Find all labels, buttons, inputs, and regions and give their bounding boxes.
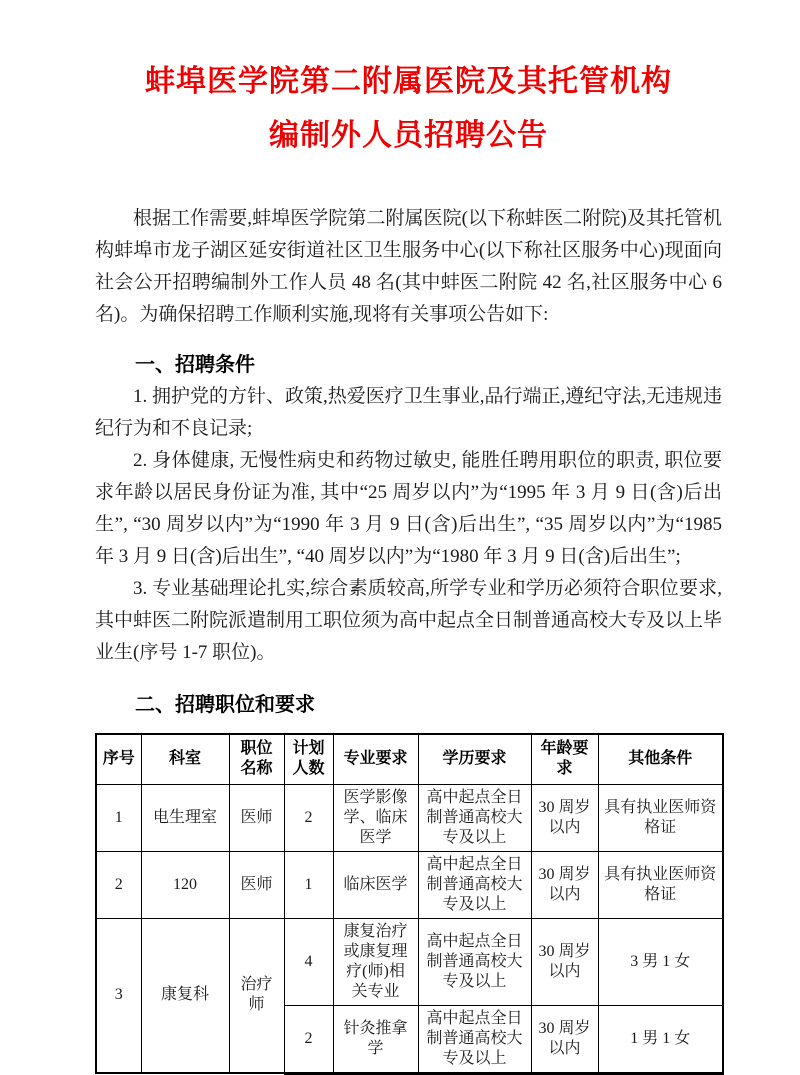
cell-department: 康复科 xyxy=(141,918,229,1073)
cell-position: 医师 xyxy=(229,784,284,851)
column-header-other: 其他条件 xyxy=(598,734,723,784)
cell-seq: 3 xyxy=(96,918,141,1073)
cell-education: 高中起点全日制普通高校大专及以上 xyxy=(418,1005,531,1073)
cell-department: 120 xyxy=(141,851,229,918)
cell-education: 高中起点全日制普通高校大专及以上 xyxy=(418,918,531,1005)
job-positions-table xyxy=(95,733,724,1075)
section1-heading: 一、招聘条件 xyxy=(135,354,255,376)
cell-other: 1 男 1 女 xyxy=(598,1005,723,1073)
section2-heading: 二、招聘职位和要求 xyxy=(135,694,315,716)
cell-other: 具有执业医师资格证 xyxy=(598,851,723,918)
table-row-3a xyxy=(96,918,723,1005)
cell-age: 30 周岁以内 xyxy=(531,784,598,851)
title-line-1: 蚌埠医学院第二附属医院及其托管机构 xyxy=(145,65,672,98)
column-header-education: 学历要求 xyxy=(418,734,531,784)
condition-item-1: 1. 拥护党的方针、政策,热爱医疗卫生事业,品行端正,遵纪守法,无违规违纪行为和不良记录; xyxy=(95,386,723,439)
column-header-department: 科室 xyxy=(141,734,229,784)
cell-seq: 2 xyxy=(96,851,141,918)
cell-major: 医学影像学、临床医学 xyxy=(333,784,418,851)
cell-headcount: 4 xyxy=(284,918,333,1005)
cell-education: 高中起点全日制普通高校大专及以上 xyxy=(418,851,531,918)
cell-other: 3 男 1 女 xyxy=(598,918,723,1005)
cell-position: 治疗师 xyxy=(229,918,284,1073)
cell-headcount: 1 xyxy=(284,851,333,918)
condition-item-3: 3. 专业基础理论扎实,综合素质较高,所学专业和学历必须符合职位要求,其中蚌医二附院派遣制用工职位须为高中起点全日制普通高校大专及以上毕业生(序号 1-7 职位)。 xyxy=(95,578,723,663)
cell-seq: 1 xyxy=(96,784,141,851)
column-header-headcount: 计划人数 xyxy=(284,734,333,784)
table-header-row xyxy=(96,734,723,784)
cell-major: 临床医学 xyxy=(333,851,418,918)
condition-item-2: 2. 身体健康, 无慢性病史和药物过敏史, 能胜任聘用职位的职责, 职位要求年龄以居民身份证为准, 其中“25 周岁以内”为“1995 年 3 月 9 日(含)后出生”, “30 周岁以内”为“1990 年 3 月 9 日(含)后出生”, “35 周岁以内”为“1985 年 3 月 9 日(含)后出生”, “40 周岁以内”为“1980 年 3 月 9 日(含)后出生”; xyxy=(95,450,722,567)
document-title xyxy=(95,55,722,163)
cell-major: 针灸推拿学 xyxy=(333,1005,418,1073)
cell-age: 30 周岁以内 xyxy=(531,851,598,918)
table-row-1 xyxy=(96,784,723,851)
cell-education: 高中起点全日制普通高校大专及以上 xyxy=(418,784,531,851)
cell-headcount: 2 xyxy=(284,784,333,851)
column-header-position: 职位名称 xyxy=(229,734,284,784)
cell-department: 电生理室 xyxy=(141,784,229,851)
cell-headcount: 2 xyxy=(284,1005,333,1073)
title-line-2: 编制外人员招聘公告 xyxy=(269,119,548,152)
intro-paragraph: 根据工作需要,蚌埠医学院第二附属医院(以下称蚌医二附院)及其托管机构蚌埠市龙子湖区延安街道社区卫生服务中心(以下称社区服务中心)现面向社会公开招聘编制外工作人员 48 名(其中蚌医二附院 42 名,社区服务中心 6 名)。为确保招聘工作顺利实施,现将有关事项公告如下: xyxy=(95,208,722,325)
cell-age: 30 周岁以内 xyxy=(531,1005,598,1073)
table-row-2 xyxy=(96,851,723,918)
cell-age: 30 周岁以内 xyxy=(531,918,598,1005)
cell-other: 具有执业医师资格证 xyxy=(598,784,723,851)
cell-major: 康复治疗或康复理疗(师)相关专业 xyxy=(333,918,418,1005)
column-header-major: 专业要求 xyxy=(333,734,418,784)
cell-position: 医师 xyxy=(229,851,284,918)
column-header-age: 年龄要求 xyxy=(531,734,598,784)
column-header-seq: 序号 xyxy=(96,734,141,784)
